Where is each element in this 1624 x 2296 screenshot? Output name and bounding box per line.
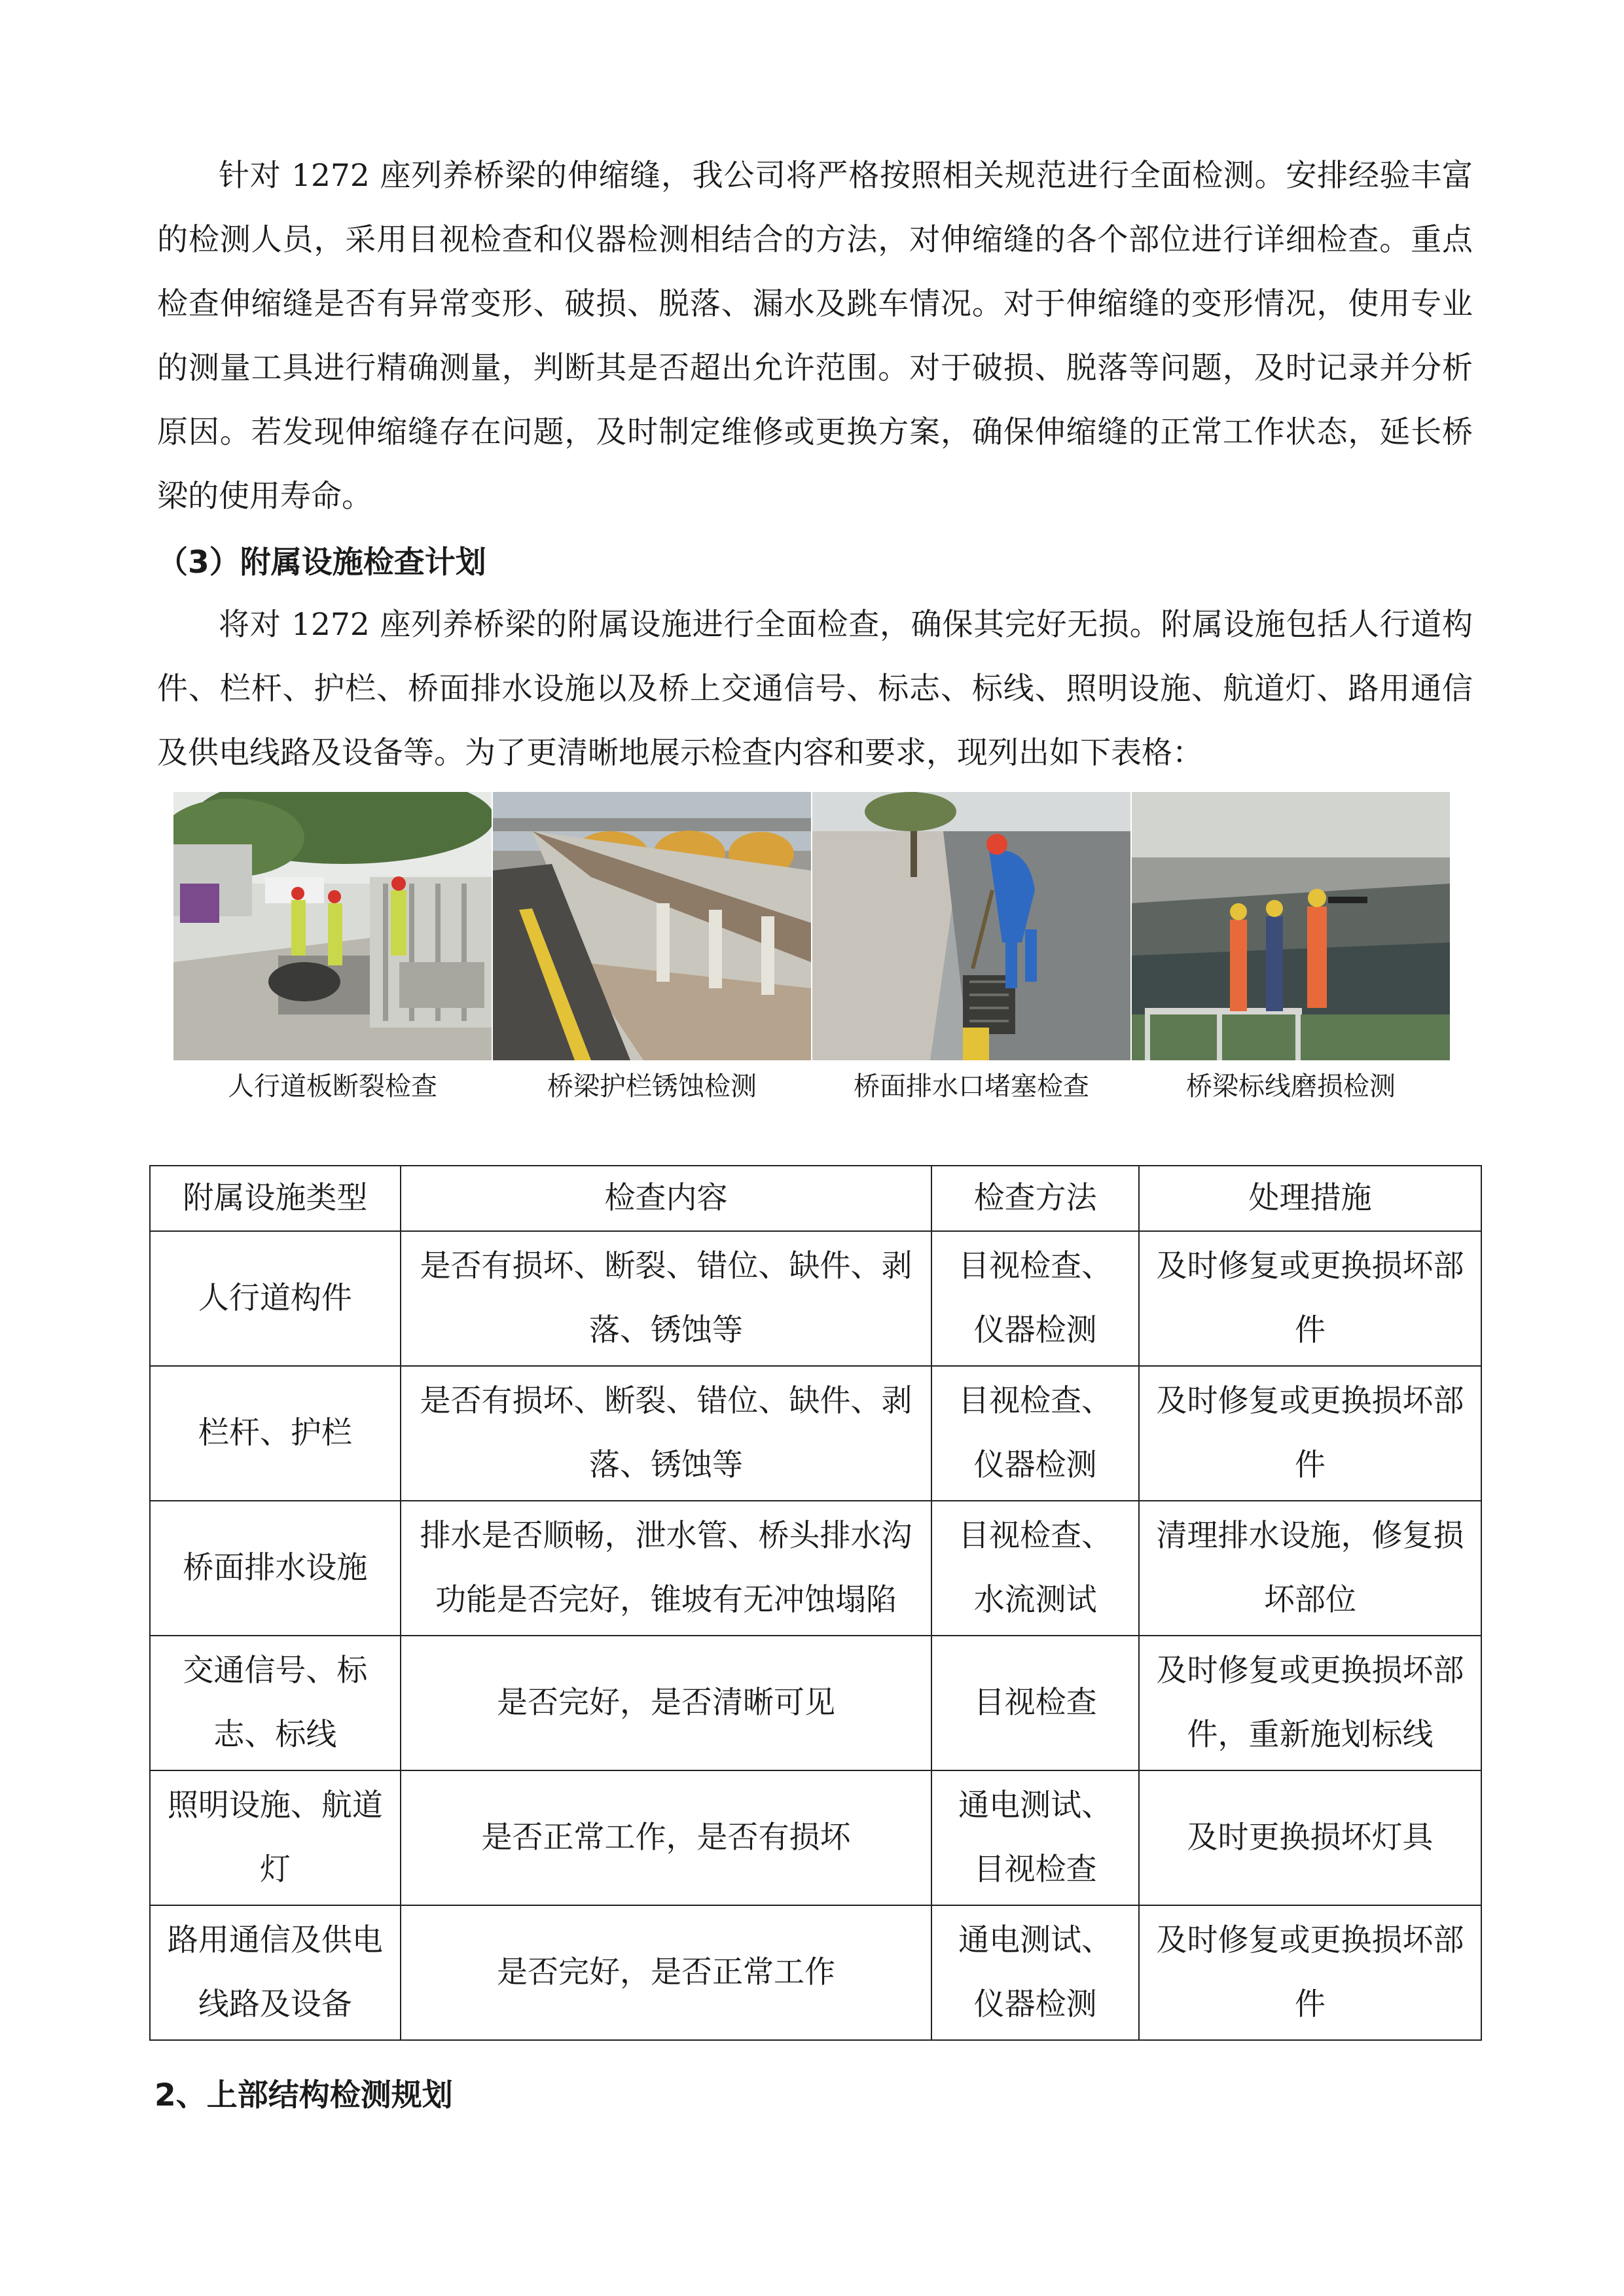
table-cell: 目视检查、仪器检测 [931, 1366, 1139, 1501]
table-row [150, 1231, 1481, 1366]
section-heading-ancillary: （3）附属设施检查计划 [157, 545, 486, 581]
table-row [150, 1770, 1481, 1905]
photo-marking-wear-inspection [1132, 792, 1450, 1060]
table-row [150, 1905, 1481, 2040]
table-row [150, 1636, 1481, 1770]
ancillary-inspection-table [149, 1165, 1482, 2041]
table-cell: 人行道构件 [150, 1231, 401, 1366]
table-cell: 及时修复或更换损坏部件，重新施划标线 [1139, 1636, 1481, 1770]
table-cell: 是否有损坏、断裂、错位、缺件、剥落、锈蚀等 [401, 1231, 932, 1366]
photo-caption: 人行道板断裂检查 [228, 1071, 437, 1102]
table-row [150, 1366, 1481, 1501]
table-cell: 目视检查、仪器检测 [931, 1231, 1139, 1366]
photo-caption: 桥梁标线磨损检测 [1186, 1071, 1396, 1102]
table-cell: 通电测试、目视检查 [931, 1770, 1139, 1905]
expansion-joint-paragraph: 针对 1272 座列养桥梁的伸缩缝，我公司将严格按照相关规范进行全面检测。安排经验丰富的检测人员，采用目视检查和仪器检测相结合的方法，对伸缩缝的各个部位进行详细检查。重点检查伸缩缝是否有异常变形、破损、脱落、漏水及跳车情况。对于伸缩缝的变形情况，使用专业的测量工具进行精确测量，判断其是否超出允许范围。对于破损、脱落等问题，及时记录并分析原因。若发现伸缩缝存在问题，及时制定维修或更换方案，确保伸缩缝的正常工作状态，延长桥梁的使用寿命。 [157, 158, 1473, 514]
table-cell: 栏杆、护栏 [150, 1366, 401, 1501]
photo-guardrail-corrosion [493, 792, 811, 1060]
table-row [150, 1501, 1481, 1636]
table-cell: 通电测试、仪器检测 [931, 1905, 1139, 2040]
table-cell: 目视检查 [931, 1636, 1139, 1770]
photo-caption: 桥面排水口堵塞检查 [854, 1071, 1089, 1102]
header-cell: 附属设施类型 [150, 1166, 401, 1231]
table-cell: 照明设施、航道灯 [150, 1770, 401, 1905]
table-cell: 是否完好，是否清晰可见 [401, 1636, 932, 1770]
ancillary-intro-paragraph: 将对 1272 座列养桥梁的附属设施进行全面检查，确保其完好无损。附属设施包括人行道构件、栏杆、护栏、桥面排水设施以及桥上交通信号、标志、标线、照明设施、航道灯、路用通信及供电线路及设备等。为了更清晰地展示检查内容和要求，现列出如下表格： [157, 607, 1473, 771]
table-cell: 排水是否顺畅，泄水管、桥头排水沟功能是否完好，锥坡有无冲蚀塌陷 [401, 1501, 932, 1636]
table-cell: 及时修复或更换损坏部件 [1139, 1231, 1481, 1366]
photo-captions [173, 1067, 1450, 1106]
header-cell: 处理措施 [1139, 1166, 1481, 1231]
header-cell: 检查方法 [931, 1166, 1139, 1231]
table-cell: 交通信号、标志、标线 [150, 1636, 401, 1770]
table-cell: 桥面排水设施 [150, 1501, 401, 1636]
table-cell: 及时修复或更换损坏部件 [1139, 1905, 1481, 2040]
table-cell: 路用通信及供电线路及设备 [150, 1905, 401, 2040]
photo-sidewalk-inspection [173, 792, 492, 1060]
table-header-row [150, 1166, 1481, 1231]
table-cell: 是否正常工作，是否有损坏 [401, 1770, 932, 1905]
table-cell: 清理排水设施，修复损坏部位 [1139, 1501, 1481, 1636]
section-heading-superstructure: 2、上部结构检测规划 [154, 2077, 453, 2113]
table-cell: 及时修复或更换损坏部件 [1139, 1366, 1481, 1501]
header-cell: 检查内容 [401, 1166, 932, 1231]
photo-caption: 桥梁护栏锈蚀检测 [547, 1071, 757, 1102]
photo-strip [173, 792, 1450, 1067]
table-cell: 及时更换损坏灯具 [1139, 1770, 1481, 1905]
table-cell: 是否有损坏、断裂、错位、缺件、剥落、锈蚀等 [401, 1366, 932, 1501]
table-cell: 目视检查、水流测试 [931, 1501, 1139, 1636]
photo-drain-inspection [812, 792, 1130, 1060]
table-cell: 是否完好，是否正常工作 [401, 1905, 932, 2040]
